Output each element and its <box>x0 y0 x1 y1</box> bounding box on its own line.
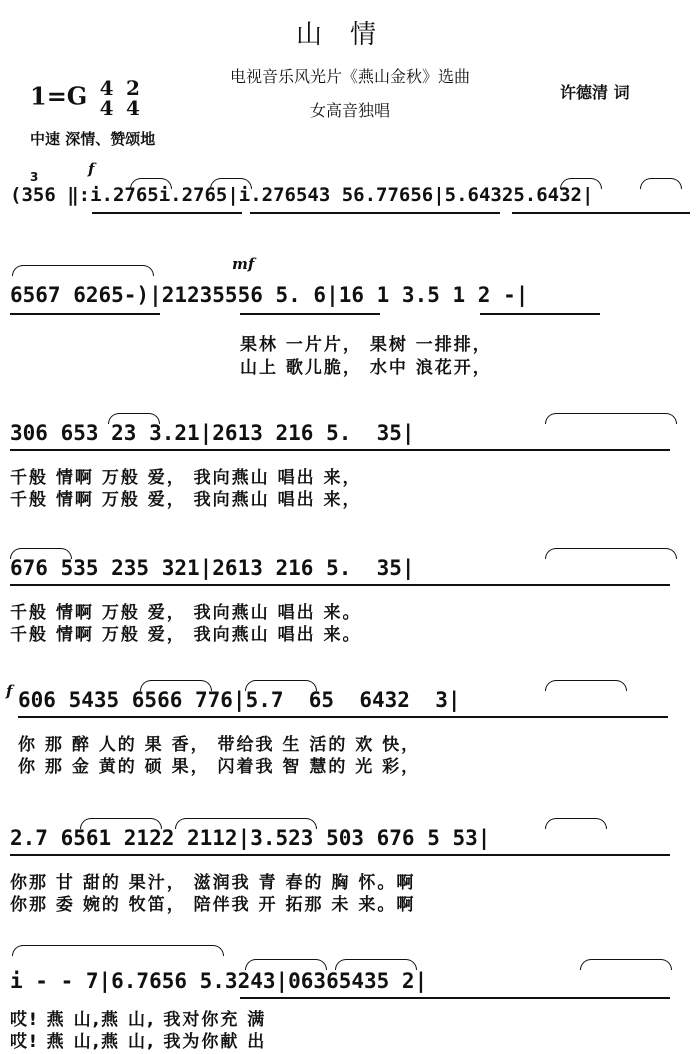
lyrics-verse-1: 哎! 燕 山,燕 山, 我对你充 满 <box>10 1010 267 1030</box>
slur <box>640 178 682 189</box>
slur <box>545 818 607 829</box>
beam-line <box>92 212 242 214</box>
lyrics-verse-1: 千般 情啊 万般 爱， 我向燕山 唱出 来。 <box>10 603 362 623</box>
slur <box>545 413 677 424</box>
voice-type: 女高音独唱 <box>309 101 390 120</box>
lyrics-verse-1: 你 那 醉 人的 果 香， 带给我 生 活的 欢 快， <box>18 735 421 755</box>
beam-line <box>480 313 600 315</box>
lyrics-verse-1: 果林 一片片， 果树 一排排， <box>240 335 492 355</box>
notation-line: (356 ‖:i.2765i.2765|i.276543 56.77656|5.64325.6432| <box>10 184 594 206</box>
slur <box>560 178 602 189</box>
notation-line: i - - 7|6.7656 5.3243|06365435 2| <box>10 969 428 993</box>
lyrics-verse-2: 哎! 燕 山,燕 山, 我为你献 出 <box>10 1032 267 1052</box>
subtitle: 电视音乐风光片《燕山金秋》选曲 <box>229 67 470 86</box>
lyrics-verse-2: 你 那 金 黄的 硕 果， 闪着我 智 慧的 光 彩， <box>18 757 421 777</box>
beam-line <box>240 997 670 999</box>
lyrics-verse-1: 千般 情啊 万般 爱， 我向燕山 唱出 来， <box>10 468 362 488</box>
beam-line <box>240 313 380 315</box>
slur <box>210 178 252 189</box>
slur <box>545 680 627 691</box>
beam-line <box>250 212 500 214</box>
song-title: 山情 <box>295 20 404 50</box>
lyrics-verse-2: 山上 歌儿脆， 水中 浪花开， <box>240 358 492 378</box>
slur <box>12 265 154 276</box>
music-system-5 <box>0 672 700 787</box>
key-label: 1=G <box>30 81 88 111</box>
lyrics-verse-1: 你那 甘 甜的 果汁， 滋润我 青 春的 胸 怀。啊 <box>10 873 416 893</box>
notation-line: 676 535 235 321|2613 216 5. 35| <box>10 556 415 580</box>
notation-line: 6567 6265-)|21235556 5. 6|16 1 3.5 1 2 -| <box>10 283 529 307</box>
triplet-mark: 3 <box>30 170 39 184</box>
music-system-3 <box>0 405 700 515</box>
beam-line <box>10 313 160 315</box>
music-system-6 <box>0 810 700 925</box>
lyrics-verse-2: 你那 委 婉的 牧笛， 陪伴我 开 拓那 未 来。啊 <box>10 895 416 915</box>
lyrics-verse-2: 千般 情啊 万般 爱， 我向燕山 唱出 来， <box>10 490 362 510</box>
music-system-1 <box>0 160 700 240</box>
lyricist: 许德清 词 <box>560 83 630 102</box>
time-signature-1: 4 4 <box>99 76 114 120</box>
dynamic-mark: mf <box>232 255 255 273</box>
beam-line <box>10 449 670 451</box>
slur <box>580 959 672 970</box>
notation-line: 2.7 6561 2122 2112|3.523 503 676 5 53| <box>10 826 491 850</box>
beam-line <box>512 212 690 214</box>
lyrics-verse-2: 千般 情啊 万般 爱， 我向燕山 唱出 来。 <box>10 625 362 645</box>
key-signature <box>30 78 140 118</box>
dynamic-mark: f <box>6 682 13 700</box>
time-signature-2: 2 4 <box>125 76 140 120</box>
music-system-2 <box>0 255 700 380</box>
beam-line <box>10 584 670 586</box>
slur <box>130 178 172 189</box>
beam-line <box>10 854 670 856</box>
music-system-4 <box>0 540 700 650</box>
dynamic-mark: f <box>88 160 95 178</box>
slur <box>545 548 677 559</box>
notation-line: 606 5435 6566 776|5.7 65 6432 3| <box>18 688 461 712</box>
slur <box>12 945 224 956</box>
beam-line <box>18 716 668 718</box>
notation-line: 306 653 23 3.21|2613 216 5. 35| <box>10 421 415 445</box>
music-system-7 <box>0 945 700 1050</box>
tempo-marking: 中速 深情、赞颂地 <box>30 130 156 148</box>
